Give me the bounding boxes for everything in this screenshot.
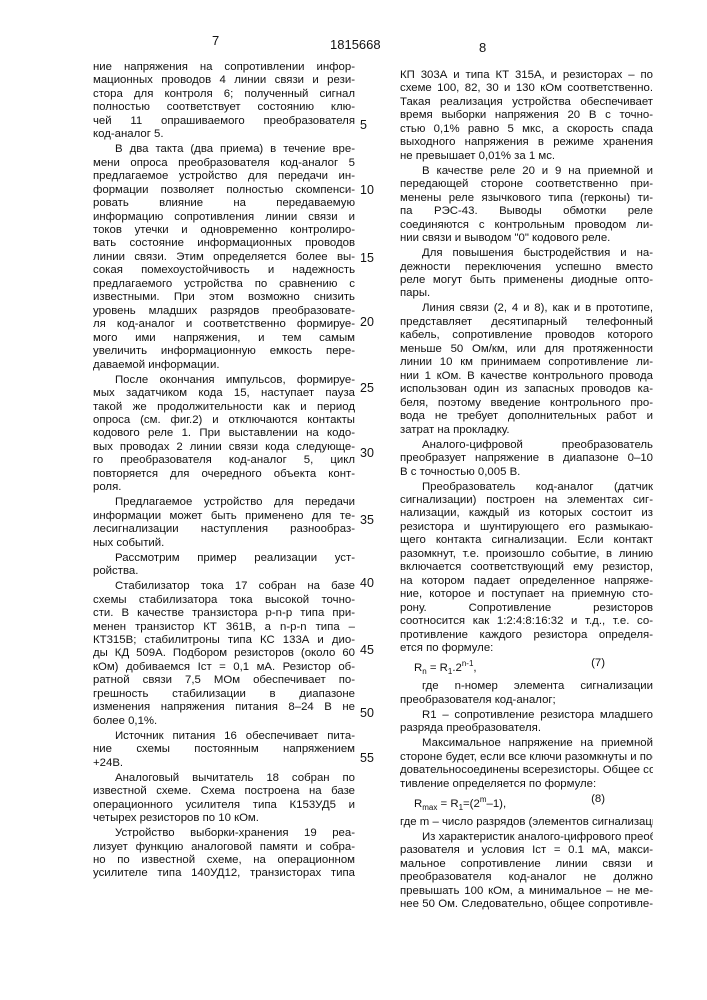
text-line: соотносится как 1:2:4:8:16:32 и т.д., т.е. со-: [400, 615, 653, 628]
formula-number: (7): [591, 657, 605, 679]
text-line: роля.: [93, 481, 355, 494]
text-line: вых проводах 2 линии связи кода следующе-: [93, 441, 355, 454]
text-line: известными. При этом возможно снизить: [93, 291, 355, 304]
text-line: схемы стабилизатора тока высокой точно-: [93, 594, 355, 607]
paragraph: [93, 143, 355, 372]
text-line: включается соответствующий ему резистор,: [400, 561, 653, 574]
text-line: чей 11 опрашиваемого преобразователя: [93, 115, 355, 128]
text-line: Источник питания 16 обеспечивает пита-: [93, 730, 355, 743]
text-line: уровень младших разрядов преобразовате-: [93, 305, 355, 318]
left-text-column: [93, 61, 355, 883]
text-line: меньше 50 Ом/км, или для протяженности: [400, 343, 653, 356]
paragraph: [400, 831, 653, 912]
text-line: ровать влияние на передаваемую: [93, 197, 355, 210]
text-line: превышать 100 кОм, а минимальное – не ме-: [400, 885, 653, 898]
text-line: нализации, каждый из которых состоит из: [400, 507, 653, 520]
text-line: ние, которое и поступает на приемную сто-: [400, 588, 653, 601]
text-line: В качестве реле 20 и 9 на приемной и: [400, 165, 653, 178]
text-line: реле могут быть применены диодные опто-: [400, 274, 653, 287]
text-line: тивление определяется по формуле:: [400, 778, 653, 791]
text-line: Из характеристик аналого-цифрового преоб-: [400, 831, 653, 844]
text-line: Преобразователь код-аналог (датчик: [400, 481, 653, 494]
text-line: формации позволяет полностью скомпенси-: [93, 184, 355, 197]
text-line: Аналоговый вычитатель 18 собран по: [93, 772, 355, 785]
formula: [400, 793, 653, 815]
text-line: Рассмотрим пример реализации уст-: [93, 552, 355, 565]
text-line: противление каждого резистора определя-: [400, 629, 653, 642]
text-line: Для повышения быстродействия и на-: [400, 247, 653, 260]
text-line: В два такта (два приема) в течение вре-: [93, 143, 355, 156]
text-line: менен транзистор КТ 361В, а n-р-n типа –: [93, 621, 355, 634]
text-line: Линия связи (2, 4 и 8), как и в прототипе,: [400, 302, 653, 315]
formula-part: = R: [427, 662, 448, 674]
formula-part: R: [414, 662, 422, 674]
line-number: 55: [360, 751, 374, 765]
text-line: операционного усилителя типа К153УД5 и: [93, 799, 355, 812]
line-number: 25: [360, 381, 374, 395]
text-line: ется по формуле:: [400, 642, 653, 655]
text-line: мени опроса преобразователя код-аналог 5: [93, 157, 355, 170]
paragraph: [93, 496, 355, 550]
formula-part: m: [480, 795, 487, 804]
text-line: КТ315В; стабилитроны типа КС 133А и дио-: [93, 634, 355, 647]
text-line: линии связи. Этим определяется более вы-: [93, 251, 355, 264]
formula-part: –1),: [486, 797, 506, 809]
text-line: резистора и шунтирующего его размыкаю-: [400, 521, 653, 534]
text-line: ды КД 509А. Подбором резисторов (около 60: [93, 647, 355, 660]
text-line: разряда преобразователя.: [400, 722, 653, 735]
text-line: ние напряжения на сопротивлении инфор-: [93, 61, 355, 74]
text-line: Стабилизатор тока 17 собран на базе: [93, 580, 355, 593]
paragraph: [400, 69, 653, 163]
text-line: преобразователя код-аналог не должно: [400, 871, 653, 884]
formula-part: .2: [452, 662, 462, 674]
text-line: но по известной схеме, на операционном: [93, 854, 355, 867]
text-line: время выборки напряжения 20 В с точно-: [400, 109, 653, 122]
formula-part: 1: [459, 803, 463, 812]
paragraph: [400, 709, 653, 736]
text-line: преобразователя код-аналог;: [400, 694, 653, 707]
page-number-right: 8: [479, 40, 486, 55]
text-line: менены реле язычкового типа (герконы) ти-: [400, 192, 653, 205]
text-line: ля код-аналог и соответственно формируе-: [93, 318, 355, 331]
text-line: опроса (см. фиг.2) и отключаются контакты: [93, 414, 355, 427]
paragraph: [400, 816, 653, 829]
line-number: 40: [360, 576, 374, 590]
text-line: сокая помехоустойчивость и надежность: [93, 264, 355, 277]
line-number: 30: [360, 446, 374, 460]
text-line: мационных проводов 4 линии связи и рези-: [93, 74, 355, 87]
text-line: нее 50 Ом. Следовательно, общее сопротивле-: [400, 898, 653, 911]
formula-expression: [414, 793, 506, 815]
text-line: рону. Сопротивление резисторов: [400, 602, 653, 615]
paragraph: [400, 165, 653, 246]
text-line: грешность стабилизации в диапазоне: [93, 688, 355, 701]
text-line: мого ими напряжения, и тем самым: [93, 332, 355, 345]
text-line: В с точностью 0,005 В.: [400, 466, 653, 479]
paragraph: [400, 439, 653, 479]
line-number: 50: [360, 706, 374, 720]
paragraph: [400, 481, 653, 656]
text-line: более 0,1%.: [93, 715, 355, 728]
text-line: Предлагаемое устройство для передачи: [93, 496, 355, 509]
text-line: информации может быть применено для те-: [93, 510, 355, 523]
paragraph: [400, 302, 653, 437]
text-line: передающей стороне соответственно при-: [400, 178, 653, 191]
text-line: разователя и условия Iст = 0.1 мА, макси-: [400, 844, 653, 857]
line-number: 20: [360, 315, 374, 329]
text-line: +24В.: [93, 757, 355, 770]
text-line: на котором падает определенное напряже-: [400, 575, 653, 588]
formula-part: ,: [473, 662, 476, 674]
text-line: Устройство выборки-хранения 19 реа-: [93, 827, 355, 840]
text-line: вода не требует дополнительных работ и: [400, 410, 653, 423]
text-line: нии 1 кОм. В качестве контрольного провода: [400, 370, 653, 383]
text-line: ройства.: [93, 565, 355, 578]
text-line: токов утечки и одновременно контролиро-: [93, 224, 355, 237]
formula-expression: [414, 657, 477, 679]
text-line: КП 303А и типа КТ 315А, и резисторах – по: [400, 69, 653, 82]
text-line: стью 0,1% равно 5 мкс, а скорость спада: [400, 123, 653, 136]
paragraph: [93, 580, 355, 728]
paragraph: [400, 737, 653, 791]
text-line: даваемой информации.: [93, 359, 355, 372]
text-line: использован один из запасных проводов ка-: [400, 383, 653, 396]
text-line: четырех резисторов по 10 кОм.: [93, 812, 355, 825]
text-line: лесигнализации наступления разнообраз-: [93, 523, 355, 536]
right-text-column: [400, 69, 653, 913]
formula-part: n: [422, 667, 426, 676]
formula-part: =(2: [463, 797, 480, 809]
text-line: предлагаемого устройства по сравнению с: [93, 278, 355, 291]
text-line: нии связи и выводом "0" кодового реле.: [400, 232, 653, 245]
text-line: После окончания импульсов, формируе-: [93, 374, 355, 387]
text-line: известной схеме. Схема построена на базе: [93, 785, 355, 798]
text-line: ных событий.: [93, 537, 355, 550]
paragraph: [93, 730, 355, 770]
text-line: код-аналог 5.: [93, 128, 355, 141]
line-number: 10: [360, 183, 374, 197]
text-line: представляет десятипарный телефонный: [400, 316, 653, 329]
formula-part: R: [414, 797, 422, 809]
text-line: Такая реализация устройства обеспечивает: [400, 96, 653, 109]
formula: [400, 657, 653, 679]
patent-number: 1815668: [330, 37, 381, 52]
line-number: 45: [360, 643, 374, 657]
text-line: беля, поэтому введение контрольного про-: [400, 397, 653, 410]
formula-part: n-1: [462, 659, 474, 668]
text-line: изменения напряжения питания 8–24 В не: [93, 701, 355, 714]
paragraph: [93, 772, 355, 826]
text-line: увеличить информационную емкость пере-: [93, 345, 355, 358]
page-number-left: 7: [212, 33, 219, 48]
formula-part: max: [422, 803, 437, 812]
paragraph: [400, 680, 653, 707]
text-line: щего контакта сигнализации. Если контакт: [400, 534, 653, 547]
text-line: линии 10 км принимаем сопротивление ли-: [400, 356, 653, 369]
text-line: полностью соответствует состоянию клю-: [93, 101, 355, 114]
text-line: затрат на прокладку.: [400, 424, 653, 437]
text-line: сигнализации) построен на элементах сиг-: [400, 494, 653, 507]
text-line: лизует функцию аналоговой памяти и собра-: [93, 841, 355, 854]
text-line: Аналого-цифровой преобразователь: [400, 439, 653, 452]
text-line: стора для контроля 6; полученный сигнал: [93, 88, 355, 101]
text-line: преобразует напряжение в диапазоне 0–10: [400, 452, 653, 465]
text-line: схеме 100, 82, 30 и 130 кОм соответственно.: [400, 82, 653, 95]
text-line: пары.: [400, 287, 653, 300]
formula-part: 1: [448, 667, 452, 676]
text-line: предлагаемое устройство для передачи ин-: [93, 170, 355, 183]
text-line: не превышает 0,01% за 1 мс.: [400, 150, 653, 163]
text-line: дежности переключения успешно вместо: [400, 261, 653, 274]
text-line: где n-номер элемента сигнализации: [400, 680, 653, 693]
paragraph: [93, 61, 355, 142]
text-line: вать состояние информационных проводов: [93, 237, 355, 250]
text-line: усилителе типа 140УД12, транзисторах типа: [93, 867, 355, 880]
text-line: ратной связи 7,5 МОм обеспечивает по-: [93, 674, 355, 687]
formula-part: = R: [437, 797, 458, 809]
text-line: R1 – сопротивление резистора младшего: [400, 709, 653, 722]
text-line: выходного напряжения в режиме хранения: [400, 136, 653, 149]
text-line: мых задатчиком кода 15, наступает пауза: [93, 387, 355, 400]
text-line: информацию сопротивления линии связи и: [93, 211, 355, 224]
text-line: ние схемы постоянным напряжением: [93, 743, 355, 756]
paragraph: [93, 827, 355, 881]
text-line: мальное сопротивление линии связи и: [400, 858, 653, 871]
line-number: 5: [360, 118, 367, 132]
text-line: довательносоединены всерезисторы. Общее сопро-: [400, 764, 653, 777]
formula-number: (8): [591, 793, 605, 815]
text-line: такой же продолжительности как и период: [93, 401, 355, 414]
text-line: сти. В качестве транзистора р-n-р типа при-: [93, 607, 355, 620]
line-number: 35: [360, 513, 374, 527]
text-line: разомкнут, т.е. произошло событие, в линию: [400, 548, 653, 561]
text-line: стороне будет, если все ключи разомкнуты и после-: [400, 751, 653, 764]
text-line: го преобразователя код-аналог 5, цикл: [93, 454, 355, 467]
text-line: кабель, сопротивление проводов которого: [400, 329, 653, 342]
paragraph: [93, 552, 355, 579]
text-line: Максимальное напряжение на приемной: [400, 737, 653, 750]
text-line: кОм) добиваемся Iст = 0,1 мА. Резистор об-: [93, 661, 355, 674]
text-line: па РЭС-43. Выводы обмотки реле: [400, 205, 653, 218]
text-line: где m – число разрядов (элементов сигнализации).: [400, 816, 653, 829]
line-number: 15: [360, 251, 374, 265]
paragraph: [93, 374, 355, 495]
text-line: повторяется для очередного объекта конт-: [93, 468, 355, 481]
paragraph: [400, 247, 653, 301]
text-line: кодового реле 1. При выставлении на кодо-: [93, 427, 355, 440]
text-line: соединяются с контрольным проводом ли-: [400, 219, 653, 232]
